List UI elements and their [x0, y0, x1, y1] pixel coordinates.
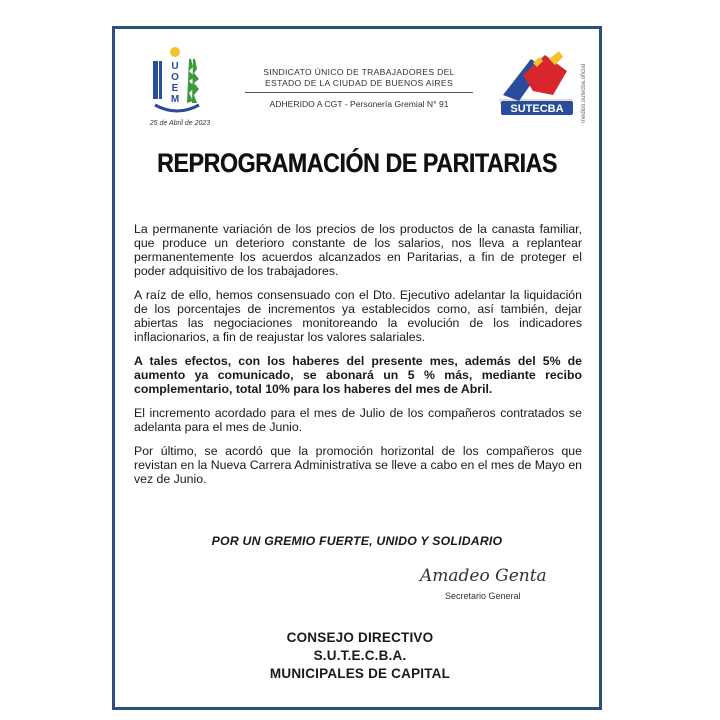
footer-line1: CONSEJO DIRECTIVO [286, 630, 434, 645]
paragraph-intro: La permanente variación de los precios de los productos de la canasta familiar, que produce un deterioro constante de los salarios, nos lleva a replantear permanentemente los acuerdos alcanzados en Paritarias, a fin de proteger el poder adquisitivo de los trabajadores. [134, 222, 582, 278]
slogan: POR UN GREMIO FUERTE, UNIDO Y SOLIDARIO [211, 534, 503, 548]
signature: Amadeo Genta [420, 566, 547, 586]
footer-block [235, 629, 485, 683]
footer-line3: MUNICIPALES DE CAPITAL [269, 666, 451, 681]
side-handle-text: medios.sutecba.oficial [581, 63, 587, 123]
union-name-line1: SINDICATO ÚNICO DE TRABAJADORES DEL [263, 67, 455, 77]
sutecba-logo [493, 45, 579, 121]
adherence-text: ADHERIDO A CGT - Personería Gremial N° 91 [269, 99, 449, 109]
document-frame [112, 26, 602, 710]
union-name [233, 67, 485, 89]
document-body [134, 222, 582, 496]
logo-letter: O [171, 72, 179, 83]
paragraph-agreement: A raíz de ello, hemos consensuado con el Dto. Ejecutivo adelantar la liquidación de los porcentajes de incrementos ya establecidos como, así también, dejar abiertas las negociaciones monitoreando la evolución de los indicadores inflacionarios, a fin de reajustar los valores salariales. [134, 288, 582, 344]
sutecba-logo-text: SUTECBA [510, 103, 564, 115]
footer-line2: S.U.T.E.C.B.A. [313, 648, 407, 663]
logo-letter: M [170, 94, 180, 105]
logo-letter: U [171, 61, 179, 72]
uoem-logo [151, 45, 203, 117]
paragraph-contracted-staff: El incremento acordado para el mes de Julio de los compañeros contratados se adelanta para el mes de Junio. [134, 406, 582, 434]
page-title: REPROGRAMACIÓN DE PARITARIAS [157, 148, 557, 178]
union-name-line2: ESTADO DE LA CIUDAD DE BUENOS AIRES [265, 78, 453, 88]
signature-role: Secretario General [445, 591, 521, 601]
header-date: 25 de Abril de 2023 [149, 120, 211, 127]
paragraph-promotion: Por último, se acordó que la promoción horizontal de los compañeros que revistan en la Nueva Carrera Administrativa se lleve a cabo en el mes de Mayo en vez de Junio. [134, 444, 582, 486]
header-divider [245, 92, 473, 93]
paragraph-salary-increase: A tales efectos, con los haberes del presente mes, además del 5% de aumento ya comunicado, se abonará un 5 % más, mediante recibo complementario, total 10% para los haberes del mes de Abril. [134, 354, 582, 396]
logo-letter: E [171, 83, 179, 94]
